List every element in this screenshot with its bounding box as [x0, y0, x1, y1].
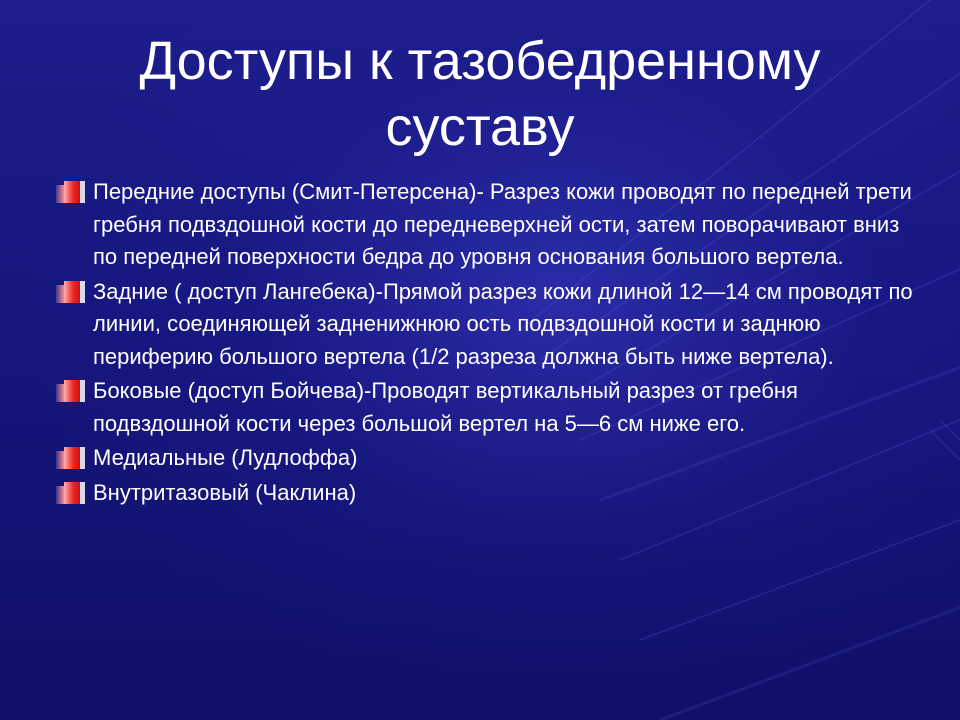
- bullet-item-posterior: [56, 276, 916, 374]
- bullet-item-anterior: [56, 176, 916, 274]
- bullet-marker-icon: [56, 181, 86, 203]
- bullet-marker-icon: [56, 482, 86, 504]
- bullet-marker-icon: [56, 380, 86, 402]
- bullet-item-medial: [56, 442, 916, 475]
- bullet-text: Задние ( доступ Лангебека)-Прямой разрез кожи длиной 12—14 см проводят по линии, соединяющей задненижнюю ость подвздошной кости и заднюю периферию большого вертела (1/2 разреза должна быть ниже вертела).: [93, 278, 913, 369]
- bullet-text: Передние доступы (Смит-Петерсена)- Разрез кожи проводят по передней трети гребня подвздошной кости до передневерхней ости, затем поворачивают вниз по передней поверхности бедра до уровня основания большого вертела.: [93, 179, 912, 269]
- bullet-marker-icon: [56, 281, 86, 303]
- bullet-item-intrapelvic: [56, 477, 916, 510]
- bullet-text: Боковые (доступ Бойчева)-Проводят вертикальный разрез от гребня подвздошной кости через большой вертел на 5—6 см ниже его.: [93, 378, 798, 436]
- bullet-item-lateral: [56, 375, 916, 440]
- slide-title: Доступы к тазобедренному суставу: [139, 31, 821, 157]
- bullet-list: [56, 176, 916, 511]
- bullet-text: Медиальные (Лудлоффа): [93, 445, 358, 470]
- bullet-text: Внутритазовый (Чаклина): [93, 479, 357, 505]
- bullet-marker-icon: [56, 447, 86, 469]
